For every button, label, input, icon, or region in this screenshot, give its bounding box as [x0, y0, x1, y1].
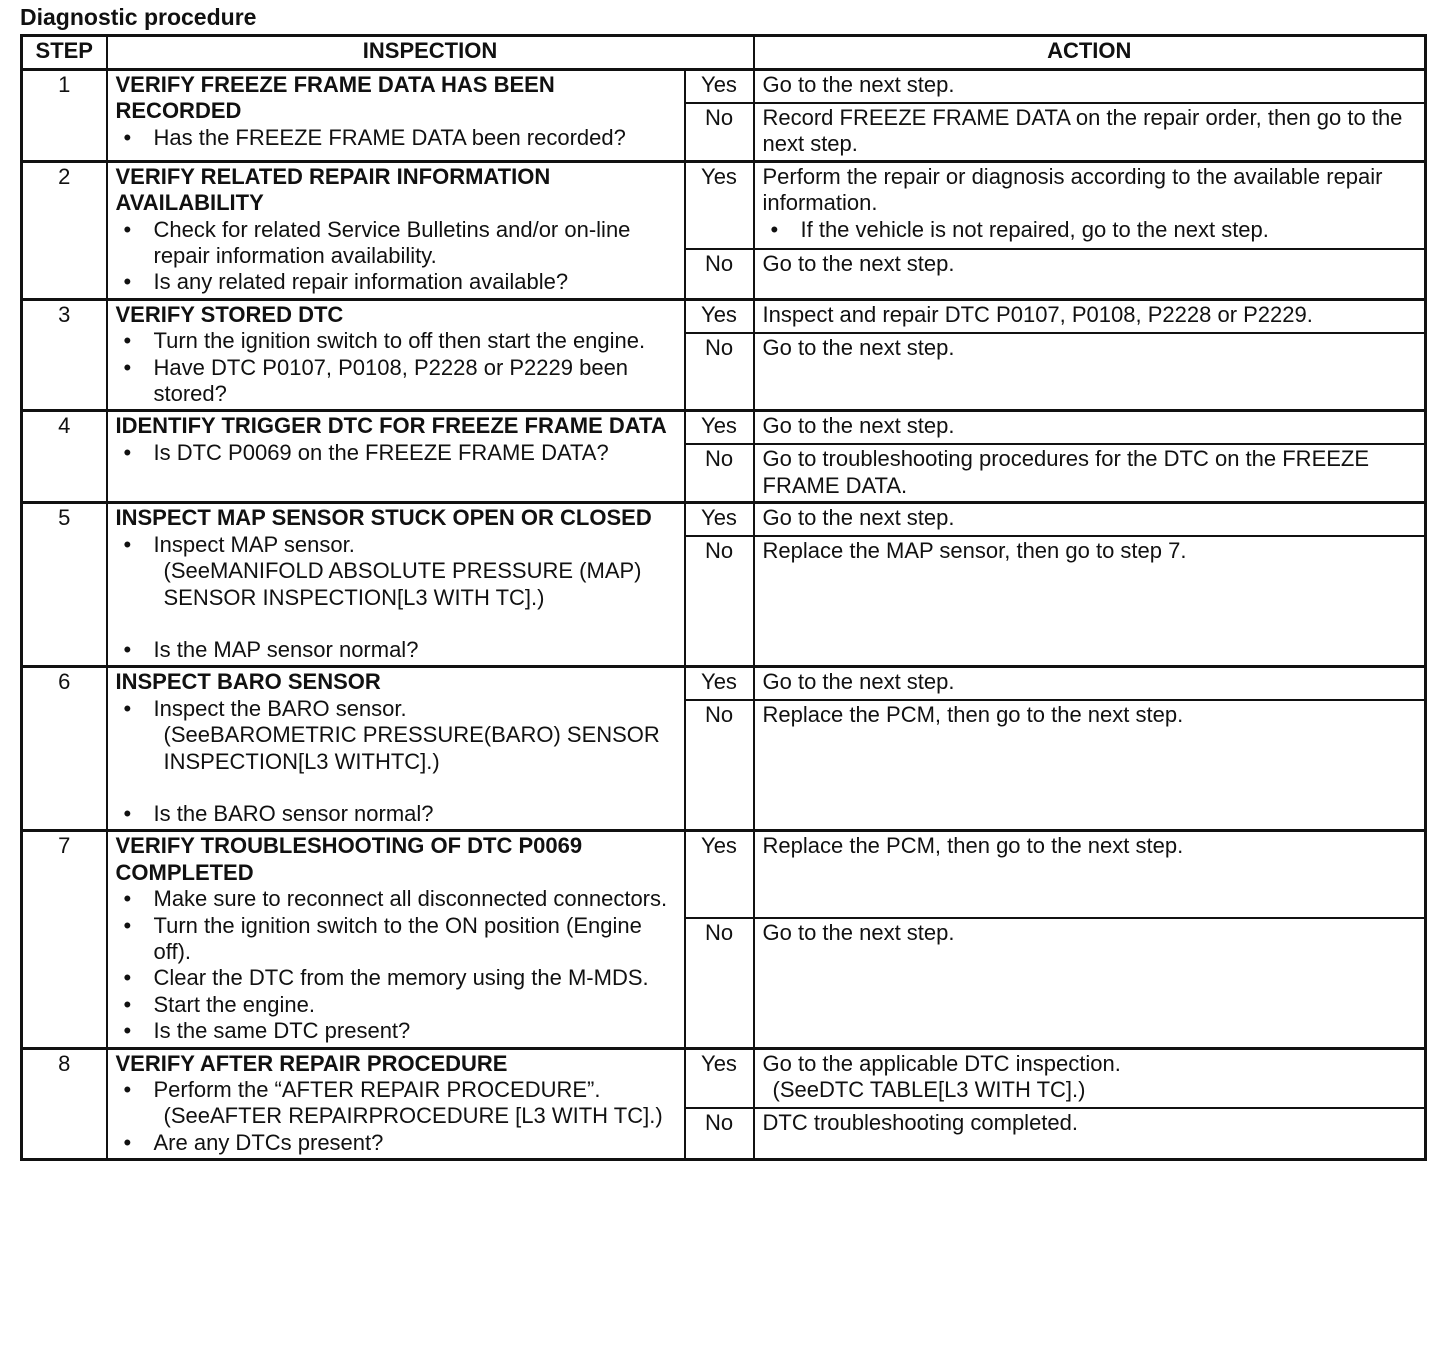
no-label: No: [685, 103, 754, 161]
inspection-bullet: [116, 532, 680, 637]
bullet-text: Inspect MAP sensor.: [153, 531, 355, 557]
yes-action: Replace the PCM, then go to the next step.: [754, 831, 1426, 919]
yes-label: Yes: [685, 411, 754, 445]
step-number: 6: [22, 667, 107, 831]
no-action: Go to the next step.: [754, 333, 1426, 411]
table-header-row: [22, 36, 1426, 70]
yes-action: Inspect and repair DTC P0107, P0108, P2228 or P2229.: [754, 299, 1426, 333]
header-inspection: INSPECTION: [107, 36, 754, 70]
inspection-bullet: • Start the engine.: [116, 992, 680, 1018]
step-number: 3: [22, 299, 107, 411]
inspection-bullet: • Clear the DTC from the memory using the M-MDS.: [116, 965, 680, 991]
no-label: No: [685, 1108, 754, 1160]
no-action: Record FREEZE FRAME DATA on the repair order, then go to the next step.: [754, 103, 1426, 161]
step-7-yes-row: [22, 831, 1426, 919]
no-label: No: [685, 444, 754, 502]
step-heading: INSPECT MAP SENSOR STUCK OPEN OR CLOSED: [115, 505, 652, 531]
no-label: No: [685, 249, 754, 300]
header-step: STEP: [22, 36, 107, 70]
yes-label: Yes: [685, 503, 754, 537]
yes-action: Go to the next step.: [754, 667, 1426, 701]
no-label: No: [685, 700, 754, 831]
yes-action: Perform the repair or diagnosis according to the available repair information.: [762, 163, 1383, 216]
inspection-bullet: • Has the FREEZE FRAME DATA been recorded?: [116, 125, 680, 151]
inspection-bullet: • Are any DTCs present?: [116, 1130, 680, 1156]
inspection-bullet: • Turn the ignition switch to the ON position (Engine off).: [116, 913, 680, 966]
step-number: 4: [22, 411, 107, 503]
step-number: 2: [22, 161, 107, 299]
yes-action: Go to the next step.: [754, 70, 1426, 104]
step-heading: VERIFY AFTER REPAIR PROCEDURE: [115, 1050, 508, 1076]
yes-label: Yes: [685, 667, 754, 701]
yes-action: Go to the applicable DTC inspection.: [762, 1050, 1121, 1076]
step-8-yes-row: [22, 1048, 1426, 1108]
inspection-bullet: • Is the MAP sensor normal?: [116, 637, 680, 663]
step-heading: VERIFY TROUBLESHOOTING OF DTC P0069 COMPLETED: [115, 833, 583, 885]
step-5-inspection: [107, 503, 685, 667]
step-4-yes-row: [22, 411, 1426, 445]
header-action: ACTION: [754, 36, 1426, 70]
step-1-yes-row: [22, 70, 1426, 104]
reference-link[interactable]: (SeeAFTER REPAIRPROCEDURE [L3 WITH TC].): [163, 1103, 663, 1129]
no-action: Replace the MAP sensor, then go to step 7.: [754, 536, 1426, 667]
no-action: Replace the PCM, then go to the next step.: [754, 700, 1426, 831]
step-6-inspection: [107, 667, 685, 831]
inspection-bullet: • Is DTC P0069 on the FREEZE FRAME DATA?: [116, 440, 680, 466]
step-2-inspection: [107, 161, 685, 299]
page-title: Diagnostic procedure: [20, 4, 257, 30]
no-action: Go to the next step.: [754, 918, 1426, 1048]
diagnostic-table: [20, 34, 1427, 1161]
step-heading: INSPECT BARO SENSOR: [115, 669, 381, 695]
no-label: No: [685, 536, 754, 667]
yes-action: Go to the next step.: [754, 411, 1426, 445]
step-1-inspection: [107, 70, 685, 162]
inspection-bullet: • Make sure to reconnect all disconnected connectors.: [116, 886, 680, 912]
inspection-bullet: • Turn the ignition switch to off then start the engine.: [116, 328, 680, 354]
yes-label: Yes: [685, 161, 754, 249]
step-3-yes-row: [22, 299, 1426, 333]
step-heading: VERIFY FREEZE FRAME DATA HAS BEEN RECORDED: [115, 72, 555, 124]
reference-link[interactable]: (SeeMANIFOLD ABSOLUTE PRESSURE (MAP) SENSOR INSPECTION[L3 WITH TC].): [163, 558, 642, 610]
no-action: Go to the next step.: [754, 249, 1426, 300]
yes-action-cell: [754, 161, 1426, 249]
inspection-bullet: • Is the BARO sensor normal?: [116, 801, 680, 827]
reference-link[interactable]: (SeeDTC TABLE[L3 WITH TC].): [772, 1077, 1086, 1102]
step-heading: VERIFY STORED DTC: [115, 301, 344, 327]
step-8-inspection: [107, 1048, 685, 1160]
step-4-inspection: [107, 411, 685, 503]
step-number: 5: [22, 503, 107, 667]
step-number: 8: [22, 1048, 107, 1160]
yes-label: Yes: [685, 299, 754, 333]
yes-label: Yes: [685, 1048, 754, 1108]
step-heading: VERIFY RELATED REPAIR INFORMATION AVAILABILITY: [115, 163, 551, 216]
yes-label: Yes: [685, 70, 754, 104]
bullet-text: Perform the “AFTER REPAIR PROCEDURE”.: [153, 1077, 601, 1102]
reference-link[interactable]: (SeeBAROMETRIC PRESSURE(BARO) SENSOR INSPECTION[L3 WITHTC].): [163, 722, 660, 774]
step-5-yes-row: [22, 503, 1426, 537]
inspection-bullet: • Is the same DTC present?: [116, 1018, 680, 1044]
inspection-bullet: [116, 696, 680, 801]
step-heading: IDENTIFY TRIGGER DTC FOR FREEZE FRAME DATA: [115, 413, 667, 439]
inspection-bullet: [116, 1077, 680, 1130]
inspection-bullet: • Have DTC P0107, P0108, P2228 or P2229 been stored?: [116, 355, 680, 408]
no-action: DTC troubleshooting completed.: [754, 1108, 1426, 1160]
yes-label: Yes: [685, 831, 754, 919]
inspection-bullet: • Is any related repair information available?: [116, 269, 680, 295]
step-3-inspection: [107, 299, 685, 411]
step-number: 1: [22, 70, 107, 162]
action-bullet: • If the vehicle is not repaired, go to the next step.: [763, 217, 1421, 243]
yes-action-cell: [754, 1048, 1426, 1108]
step-number: 7: [22, 831, 107, 1048]
step-2-yes-row: [22, 161, 1426, 249]
no-label: No: [685, 333, 754, 411]
bullet-text: Inspect the BARO sensor.: [153, 695, 407, 721]
no-label: No: [685, 918, 754, 1048]
step-6-yes-row: [22, 667, 1426, 701]
no-action: Go to troubleshooting procedures for the DTC on the FREEZE FRAME DATA.: [754, 444, 1426, 502]
inspection-bullet: • Check for related Service Bulletins and/or on-line repair information availability.: [116, 217, 680, 270]
step-7-inspection: [107, 831, 685, 1048]
yes-action: Go to the next step.: [754, 503, 1426, 537]
